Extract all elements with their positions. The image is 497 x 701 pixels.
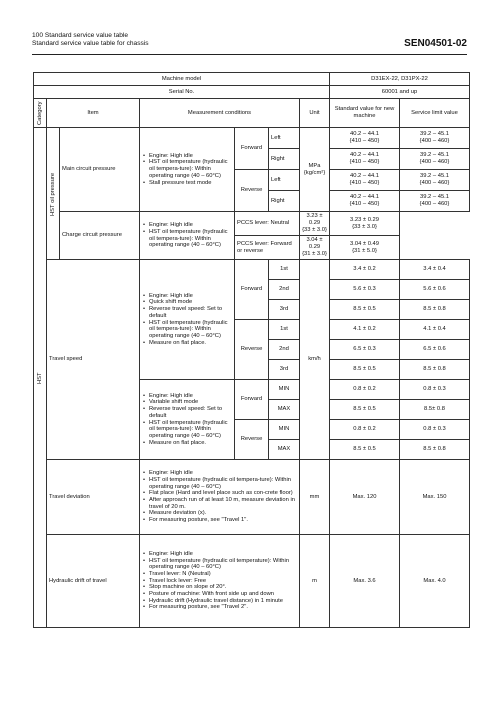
gear: 1st (269, 260, 300, 280)
pccs-forward-reverse: PCCS lever: Forward or reverse (235, 236, 300, 260)
condition-text: • After approach run of at least 10 m, measure deviation in travel of 20 m. (149, 497, 297, 510)
unit-m: m (300, 535, 330, 628)
gear: 1st (269, 320, 300, 340)
pccs-neutral: PCCS lever: Neutral (235, 212, 300, 236)
standard-value: 3.4 ± 0.2 (330, 260, 400, 280)
unit-header: Unit (300, 99, 330, 128)
standard-value: 4.1 ± 0.2 (330, 320, 400, 340)
condition-text: • Measure deviation (x). (149, 510, 297, 517)
table-row (34, 128, 470, 149)
service-limit-value: 0.8 ± 0.3 (400, 380, 470, 400)
header-rule (32, 54, 467, 55)
service-limit-value: Max. 150 (400, 460, 470, 535)
item-main-circuit-pressure: Main circuit pressure (60, 128, 140, 212)
standard-value: 8.5 ± 0.5 (330, 300, 400, 320)
condition-text: • Engine: High idle (149, 222, 232, 229)
standard-value: 8.5 ± 0.5 (330, 440, 400, 460)
service-limit-value: 3.23 ± 0.29 {33 ± 3.0} (330, 212, 400, 236)
standard-value: 5.6 ± 0.3 (330, 280, 400, 300)
standard-value: 0.8 ± 0.2 (330, 380, 400, 400)
side-left: Left (269, 128, 300, 149)
header-line-1: 100 Standard service value table (32, 32, 129, 39)
gear: MIN (269, 420, 300, 440)
standard-value: 40.2 – 44.1 {410 – 450} (330, 170, 400, 191)
machine-model-value: D31EX-22, D31PX-22 (330, 73, 470, 86)
service-limit-value: Max. 4.0 (400, 535, 470, 628)
table-row (34, 260, 470, 280)
conditions-travel-deviation (140, 460, 300, 535)
condition-text: • HST oil temperature (hydraulic oil tempera-ture): Within operating range (40 – 60°C) (149, 159, 232, 179)
condition-text: • Engine: High idle (149, 470, 297, 477)
direction-reverse: Reverse (235, 170, 269, 212)
unit-mm: mm (300, 460, 330, 535)
condition-text: • Hydraulic drift (Hydraulic travel distance) in 1 minute (149, 598, 297, 605)
condition-text: • Engine: High idle (149, 393, 232, 400)
gear: 3rd (269, 300, 300, 320)
unit-kmh: km/h (300, 260, 330, 460)
condition-text: • Reverse travel speed: Set to default (149, 306, 232, 319)
condition-text: • Travel lever: N (Neutral) (149, 571, 297, 578)
direction-reverse: Reverse (235, 420, 269, 460)
service-limit-value: 39.2 – 45.1 {400 – 460} (400, 170, 470, 191)
service-limit-value: 39.2 – 45.1 {400 – 460} (400, 128, 470, 149)
conditions-header: Measurement conditions (140, 99, 300, 128)
service-limit-value: 5.6 ± 0.6 (400, 280, 470, 300)
machine-model-label: Machine model (34, 73, 330, 86)
service-limit-value: 39.2 – 45.1 {400 – 460} (400, 149, 470, 170)
service-limit-value: 8.5± 0.8 (400, 400, 470, 420)
service-limit-value: 6.5 ± 0.6 (400, 340, 470, 360)
condition-text: • For measuring posture, see "Travel 2". (149, 604, 297, 611)
service-limit-header: Service limit value (400, 99, 470, 128)
standard-value: 3.23 ± 0.29 {33 ± 3.0} (300, 212, 330, 236)
item-charge-circuit-pressure: Charge circuit pressure (60, 212, 140, 260)
service-limit-value: 3.4 ± 0.4 (400, 260, 470, 280)
header-titles (32, 32, 149, 48)
direction-forward: Forward (235, 380, 269, 420)
condition-text: • Engine: High idle (149, 293, 232, 300)
gear: 3rd (269, 360, 300, 380)
conditions-main-circuit (140, 128, 235, 212)
standard-value: 0.8 ± 0.2 (330, 420, 400, 440)
service-limit-value: 8.5 ± 0.8 (400, 360, 470, 380)
conditions-quick-shift (140, 260, 235, 380)
table-row (34, 535, 470, 628)
condition-text: • Stall pressure test mode (149, 180, 232, 187)
standard-value: 40.2 – 44.1 {410 – 450} (330, 191, 400, 212)
service-value-table (33, 72, 470, 628)
condition-text: • HST oil temperature (hydraulic oil tempera-ture): Within operating range (40 – 60°C) (149, 229, 232, 249)
item-header: Item (47, 99, 140, 128)
gear: 2nd (269, 340, 300, 360)
direction-reverse: Reverse (235, 320, 269, 380)
service-limit-value: 8.5 ± 0.8 (400, 440, 470, 460)
service-limit-value: 3.04 ± 0.49 {31 ± 5.0} (330, 236, 400, 260)
condition-text: • Measure on flat place. (149, 340, 232, 347)
service-limit-value: 39.2 – 45.1 {400 – 460} (400, 191, 470, 212)
standard-value: 8.5 ± 0.5 (330, 360, 400, 380)
condition-text: • Reverse travel speed: Set to default (149, 406, 232, 419)
gear: MAX (269, 400, 300, 420)
condition-text: • HST oil temperature (hydraulic oil tempera-ture): Within operating range (40 – 60°C) (149, 477, 297, 490)
condition-text: • Engine: High idle (149, 153, 232, 160)
document-code: SEN04501-02 (404, 38, 467, 49)
condition-text: • Quick shift mode (149, 299, 232, 306)
condition-text: • Variable shift mode (149, 399, 232, 406)
direction-forward: Forward (235, 260, 269, 320)
gear: MIN (269, 380, 300, 400)
standard-value: 6.5 ± 0.3 (330, 340, 400, 360)
side-left: Left (269, 170, 300, 191)
service-limit-value: 4.1 ± 0.4 (400, 320, 470, 340)
condition-text: • Travel lock lever: Free (149, 578, 297, 585)
unit-mpa: MPa {kg/cm²} (300, 128, 330, 212)
condition-text: • Engine: High idle (149, 551, 297, 558)
service-limit-value: 8.5 ± 0.8 (400, 300, 470, 320)
side-right: Right (269, 149, 300, 170)
standard-value: Max. 120 (330, 460, 400, 535)
standard-value: 40.2 – 44.1 {410 – 450} (330, 149, 400, 170)
condition-text: • HST oil temperature (hydraulic oil tempera-ture): Within operating range (40 – 60°C) (149, 320, 232, 340)
serial-label: Serial No. (34, 86, 330, 99)
standard-value-header: Standard value for new machine (330, 99, 400, 128)
item-hydraulic-drift: Hydraulic drift of travel (47, 535, 140, 628)
service-limit-value: 0.8 ± 0.3 (400, 420, 470, 440)
conditions-hydraulic-drift (140, 535, 300, 628)
standard-value: 3.04 ± 0.29 {31 ± 3.0} (300, 236, 330, 260)
subcategory-hst-oil-pressure: HST oil pressure (47, 128, 60, 260)
condition-text: • HST oil temperature (hydraulic oil temperature): Within operating range (40 – 60°C) (149, 558, 297, 571)
condition-text: • HST oil temperature (hydraulic oil tempera-ture): Within operating range (40 – 60°C) (149, 420, 232, 440)
condition-text: • Measure on flat place. (149, 440, 232, 447)
condition-text: • For measuring posture, see "Travel 1". (149, 517, 297, 524)
standard-value: 8.5 ± 0.5 (330, 400, 400, 420)
header-line-2: Standard service value table for chassis (32, 40, 149, 47)
standard-value: 40.2 – 44.1 {410 – 450} (330, 128, 400, 149)
item-travel-speed: Travel speed (47, 260, 140, 460)
table-row (34, 212, 470, 236)
gear: 2nd (269, 280, 300, 300)
conditions-charge-circuit (140, 212, 235, 260)
serial-value: 60001 and up (330, 86, 470, 99)
condition-text: • Flat place (Hard and level place such as con-crete floor) (149, 490, 297, 497)
gear: MAX (269, 440, 300, 460)
conditions-variable-shift (140, 380, 235, 460)
item-travel-deviation: Travel deviation (47, 460, 140, 535)
category-header: Category (34, 99, 47, 128)
table-row (34, 460, 470, 535)
condition-text: • Stop machine on slope of 20°. (149, 584, 297, 591)
side-right: Right (269, 191, 300, 212)
condition-text: • Posture of machine: With front side up and down (149, 591, 297, 598)
category-hst: HST (34, 128, 47, 628)
standard-value: Max. 3.6 (330, 535, 400, 628)
direction-forward: Forward (235, 128, 269, 170)
